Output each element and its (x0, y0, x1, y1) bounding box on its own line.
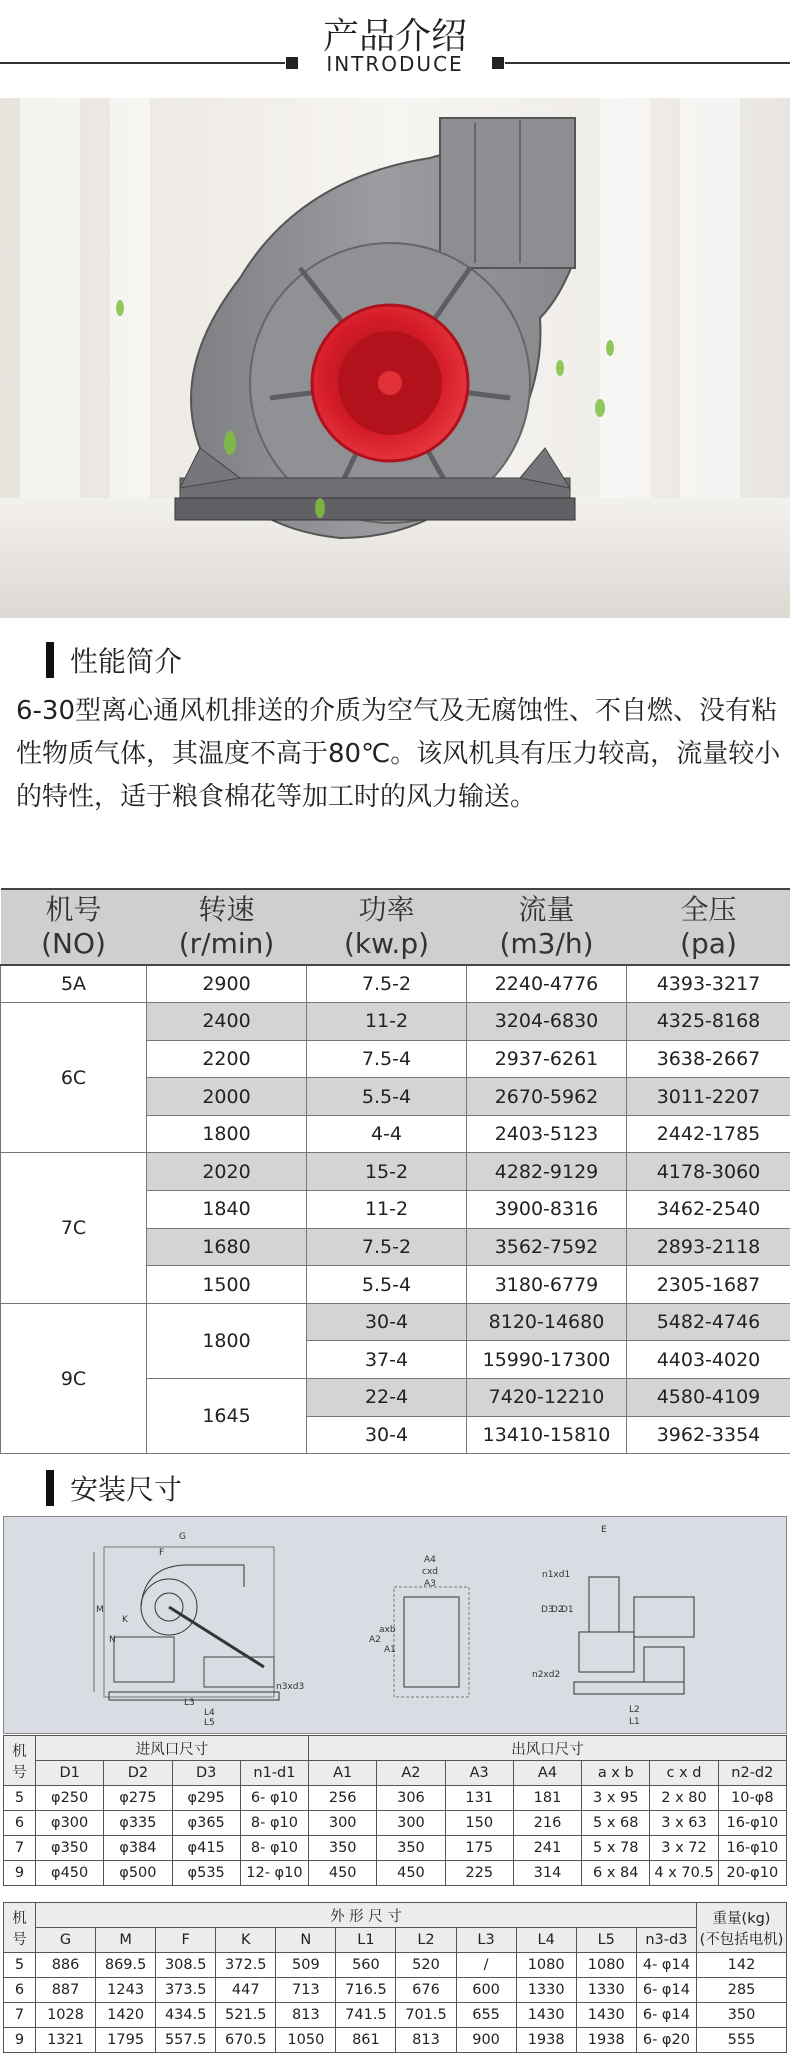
dim2-cell: 1795 (96, 2028, 156, 2053)
perf-cell-model: 7C (1, 1153, 147, 1303)
dim2-header-cell: L2 (396, 1928, 456, 1953)
dim-cell: 3 x 95 (582, 1786, 650, 1811)
dim-cell: 2 x 80 (650, 1786, 718, 1811)
dim-label-a1: A1 (384, 1645, 396, 1655)
dim2-cell: 4- φ14 (636, 1953, 696, 1978)
dim-cell: 450 (377, 1861, 445, 1886)
perf-cell-pressure: 4325-8168 (627, 1003, 790, 1041)
dim-label-a4: A4 (424, 1555, 436, 1565)
dimensions-table-outline (3, 1902, 787, 2053)
dim2-row (4, 1953, 787, 1978)
perf-cell-speed: 1800 (147, 1303, 307, 1378)
page-title: 产品介绍 (322, 16, 467, 57)
dim-row (4, 1861, 787, 1886)
dimensions-table-ports (3, 1735, 787, 1886)
dim2-cell: 869.5 (96, 1953, 156, 1978)
dim2-cell: 6- φ20 (636, 2028, 696, 2053)
dim-header-cell: A2 (377, 1761, 445, 1786)
dim-cell: 6 (4, 1811, 36, 1836)
dim-label-l1: L1 (629, 1717, 640, 1727)
dim-cell: φ295 (172, 1786, 240, 1811)
dim-cell: 225 (445, 1861, 513, 1886)
dim2-cell: 1938 (516, 2028, 576, 2053)
dim-label-l2: L2 (629, 1705, 640, 1715)
dim-cell: φ335 (104, 1811, 172, 1836)
dim2-cell: 520 (396, 1953, 456, 1978)
perf-row (1, 1153, 790, 1191)
dim-row (4, 1786, 787, 1811)
dim-cell: φ384 (104, 1836, 172, 1861)
dim-cell: φ275 (104, 1786, 172, 1811)
dim-cell: 9 (4, 1861, 36, 1886)
dim2-cell: 813 (276, 2003, 336, 2028)
dim2-outline-group: 外 形 尺 寸 (36, 1903, 697, 1928)
perf-cell-pressure: 4178-3060 (627, 1153, 790, 1191)
dim-cell: 20-φ10 (718, 1861, 786, 1886)
dim2-cell: 372.5 (216, 1953, 276, 1978)
dim-no-header: 机 号 (4, 1736, 36, 1786)
dim2-cell: 555 (697, 2028, 787, 2053)
dim2-cell: 5 (4, 1953, 36, 1978)
dim-cell: 8- φ10 (240, 1836, 308, 1861)
perf-cell-model: 9C (1, 1303, 147, 1453)
perf-cell-flow: 3562-7592 (467, 1228, 627, 1266)
page-header (0, 0, 790, 96)
dim-label-e: E (601, 1525, 607, 1535)
dim-cell: 3 x 72 (650, 1836, 718, 1861)
dim-header-cell: D1 (36, 1761, 104, 1786)
dim2-cell: 6- φ14 (636, 2003, 696, 2028)
dim2-header-cell: L5 (576, 1928, 636, 1953)
dim2-header-cell: K (216, 1928, 276, 1953)
dim-cell: 5 x 78 (582, 1836, 650, 1861)
dim-cell: 6 x 84 (582, 1861, 650, 1886)
perf-cell-speed: 2200 (147, 1040, 307, 1078)
dim-header-cell: D3 (172, 1761, 240, 1786)
dim2-header-cell: G (36, 1928, 96, 1953)
perf-header-cell: 功率 (kw.p) (307, 889, 467, 965)
dim-cell: 3 x 63 (650, 1811, 718, 1836)
perf-cell-pressure: 3638-2667 (627, 1040, 790, 1078)
dim-cell: 5 (4, 1786, 36, 1811)
perf-cell-flow: 8120-14680 (467, 1303, 627, 1341)
dim-cell: 306 (377, 1786, 445, 1811)
dim-cell: 175 (445, 1836, 513, 1861)
dim-label-f: F (159, 1548, 165, 1558)
dim-label-n1xd1: n1xd1 (542, 1570, 571, 1580)
dim-header-cell: A4 (513, 1761, 581, 1786)
perf-cell-pressure: 4393-3217 (627, 965, 790, 1003)
dim-cell: 10-φ8 (718, 1786, 786, 1811)
perf-cell-pressure: 4403-4020 (627, 1341, 790, 1379)
perf-cell-pressure: 2893-2118 (627, 1228, 790, 1266)
dim2-cell: 373.5 (156, 1978, 216, 2003)
dim2-cell: 1243 (96, 1978, 156, 2003)
perf-cell-pressure: 2305-1687 (627, 1266, 790, 1304)
dim-label-n2xd2: n2xd2 (532, 1670, 561, 1680)
perf-cell-speed: 1500 (147, 1266, 307, 1304)
perf-cell-flow: 3900-8316 (467, 1191, 627, 1229)
perf-cell-power: 11-2 (307, 1003, 467, 1041)
dim-cell: 300 (377, 1811, 445, 1836)
dim-cell: 4 x 70.5 (650, 1861, 718, 1886)
perf-cell-speed: 2900 (147, 965, 307, 1003)
dim-cell: 6- φ10 (240, 1786, 308, 1811)
dim2-row (4, 1978, 787, 2003)
dim2-cell: 6- φ14 (636, 1978, 696, 2003)
perf-header-cell: 流量 (m3/h) (467, 889, 627, 965)
dim2-cell: 741.5 (336, 2003, 396, 2028)
dim-cell: 216 (513, 1811, 581, 1836)
dim2-header-cell: n3-d3 (636, 1928, 696, 1953)
section-heading-performance: 性能简介 (46, 640, 182, 680)
dim2-cell: 560 (336, 1953, 396, 1978)
dim2-cell: 1430 (576, 2003, 636, 2028)
perf-cell-speed: 2020 (147, 1153, 307, 1191)
perf-row (1, 1003, 790, 1041)
dim-cell: φ415 (172, 1836, 240, 1861)
perf-cell-speed: 2400 (147, 1003, 307, 1041)
dim2-cell: 557.5 (156, 2028, 216, 2053)
perf-cell-power: 5.5-4 (307, 1266, 467, 1304)
perf-cell-pressure: 3011-2207 (627, 1078, 790, 1116)
perf-cell-flow: 4282-9129 (467, 1153, 627, 1191)
dim-cell: 450 (309, 1861, 377, 1886)
dim-cell: 350 (309, 1836, 377, 1861)
perf-row (1, 1303, 790, 1341)
perf-cell-speed: 1840 (147, 1191, 307, 1229)
perf-cell-speed: 2000 (147, 1078, 307, 1116)
perf-cell-pressure: 5482-4746 (627, 1303, 790, 1341)
dim2-cell: 350 (697, 2003, 787, 2028)
dim2-cell: 886 (36, 1953, 96, 1978)
dim2-cell: 1050 (276, 2028, 336, 2053)
dim2-cell: 1430 (516, 2003, 576, 2028)
dim2-weight-header: 重量(kg) (不包括电机) (697, 1903, 787, 1953)
page-subtitle: INTRODUCE (326, 52, 464, 76)
performance-description: 6-30型离心通风机排送的介质为空气及无腐蚀性、不自燃、没有粘性物质气体，其温度不高于80℃。该风机具有压力较高，流量较小的特性，适于粮食棉花等加工时的风力输送。 (16, 696, 781, 812)
dim2-cell: 285 (697, 1978, 787, 2003)
perf-cell-pressure: 3962-3354 (627, 1416, 790, 1454)
dim2-cell: 142 (697, 1953, 787, 1978)
dim-cell: φ300 (36, 1811, 104, 1836)
perf-cell-power: 30-4 (307, 1303, 467, 1341)
dim-label-d3: D3 (541, 1605, 554, 1615)
dim-header-cell: c x d (650, 1761, 718, 1786)
dim-label-axb: axb (379, 1625, 396, 1635)
perf-cell-flow: 3204-6830 (467, 1003, 627, 1041)
perf-cell-power: 7.5-2 (307, 965, 467, 1003)
dim2-cell: 521.5 (216, 2003, 276, 2028)
perf-header-cell: 转速 (r/min) (147, 889, 307, 965)
dim-cell: 150 (445, 1811, 513, 1836)
dim-label-n: N (109, 1635, 116, 1645)
dim-label-l3: L3 (184, 1698, 195, 1708)
perf-cell-flow: 2403-5123 (467, 1115, 627, 1153)
dim-cell: 7 (4, 1836, 36, 1861)
dim2-header-cell: M (96, 1928, 156, 1953)
dim2-cell: 6 (4, 1978, 36, 2003)
dim-cell: 8- φ10 (240, 1811, 308, 1836)
dim-label-d1: D1 (561, 1605, 574, 1615)
dim2-header-cell: F (156, 1928, 216, 1953)
perf-cell-power: 4-4 (307, 1115, 467, 1153)
dim-label-m: M (96, 1605, 104, 1615)
dim2-no-header: 机 号 (4, 1903, 36, 1953)
dim2-cell: 1321 (36, 2028, 96, 2053)
dim-cell: 12- φ10 (240, 1861, 308, 1886)
dim-cell: φ350 (36, 1836, 104, 1861)
dim-label-cxd: cxd (422, 1567, 438, 1577)
dim-cell: 300 (309, 1811, 377, 1836)
perf-cell-model: 5A (1, 965, 147, 1003)
dim2-cell: 1330 (516, 1978, 576, 2003)
dim2-cell: 676 (396, 1978, 456, 2003)
dim-row (4, 1836, 787, 1861)
dim2-cell: 701.5 (396, 2003, 456, 2028)
dim-label-g: G (179, 1532, 186, 1542)
dim-cell: φ450 (36, 1861, 104, 1886)
dim2-cell: 861 (336, 2028, 396, 2053)
dim2-cell: 1330 (576, 1978, 636, 2003)
perf-cell-speed: 1645 (147, 1379, 307, 1454)
dim-header-cell: a x b (582, 1761, 650, 1786)
dim-cell: 181 (513, 1786, 581, 1811)
dim2-header-cell: L1 (336, 1928, 396, 1953)
dim-label-n3xd3: n3xd3 (276, 1682, 305, 1692)
dim-cell: 16-φ10 (718, 1836, 786, 1861)
dim2-cell: 655 (456, 2003, 516, 2028)
dim-header-cell: A3 (445, 1761, 513, 1786)
dim-cell: φ365 (172, 1811, 240, 1836)
dim2-cell: / (456, 1953, 516, 1978)
dim-cell: 241 (513, 1836, 581, 1861)
dim-cell: 16-φ10 (718, 1811, 786, 1836)
dim2-cell: 1080 (576, 1953, 636, 1978)
dim-inlet-group: 进风口尺寸 (36, 1736, 309, 1761)
dim2-row (4, 2028, 787, 2053)
perf-cell-flow: 2937-6261 (467, 1040, 627, 1078)
dim2-cell: 1028 (36, 2003, 96, 2028)
perf-cell-speed: 1680 (147, 1228, 307, 1266)
dim2-cell: 1938 (576, 2028, 636, 2053)
dim-header-cell: A1 (309, 1761, 377, 1786)
perf-cell-power: 7.5-4 (307, 1040, 467, 1078)
perf-cell-model: 6C (1, 1003, 147, 1153)
perf-cell-flow: 15990-17300 (467, 1341, 627, 1379)
perf-cell-pressure: 4580-4109 (627, 1379, 790, 1417)
perf-cell-flow: 2240-4776 (467, 965, 627, 1003)
perf-cell-pressure: 3462-2540 (627, 1191, 790, 1229)
section-heading-install: 安装尺寸 (46, 1468, 182, 1508)
dim2-cell: 447 (216, 1978, 276, 2003)
dim-label-a2: A2 (369, 1635, 381, 1645)
dim-cell: 131 (445, 1786, 513, 1811)
perf-row (1, 965, 790, 1003)
perf-cell-speed: 1800 (147, 1115, 307, 1153)
perf-cell-pressure: 2442-1785 (627, 1115, 790, 1153)
dim2-cell: 900 (456, 2028, 516, 2053)
dim-label-a3: A3 (424, 1579, 436, 1589)
perf-cell-flow: 7420-12210 (467, 1379, 627, 1417)
dim-header-cell: D2 (104, 1761, 172, 1786)
dim2-cell: 887 (36, 1978, 96, 2003)
dim2-cell: 308.5 (156, 1953, 216, 1978)
dim-row (4, 1811, 787, 1836)
perf-cell-power: 37-4 (307, 1341, 467, 1379)
dim-cell: φ250 (36, 1786, 104, 1811)
install-drawing (3, 1516, 787, 1734)
perf-cell-power: 30-4 (307, 1416, 467, 1454)
dim2-cell: 1420 (96, 2003, 156, 2028)
dim2-cell: 600 (456, 1978, 516, 2003)
dim-outlet-group: 出风口尺寸 (309, 1736, 787, 1761)
perf-cell-flow: 3180-6779 (467, 1266, 627, 1304)
dim2-header-cell: N (276, 1928, 336, 1953)
dim-cell: 5 x 68 (582, 1811, 650, 1836)
dim-cell: 314 (513, 1861, 581, 1886)
dim-label-l5: L5 (204, 1718, 215, 1728)
dim2-header-cell: L3 (456, 1928, 516, 1953)
dim-header-cell: n2-d2 (718, 1761, 786, 1786)
perf-cell-power: 7.5-2 (307, 1228, 467, 1266)
dim-header-cell: n1-d1 (240, 1761, 308, 1786)
dim-cell: φ535 (172, 1861, 240, 1886)
dim2-cell: 434.5 (156, 2003, 216, 2028)
dim-cell: 256 (309, 1786, 377, 1811)
product-photo (0, 98, 790, 618)
performance-table (0, 888, 790, 1454)
dim2-cell: 670.5 (216, 2028, 276, 2053)
dim2-row (4, 2003, 787, 2028)
perf-cell-flow: 2670-5962 (467, 1078, 627, 1116)
perf-cell-flow: 13410-15810 (467, 1416, 627, 1454)
dim2-cell: 813 (396, 2028, 456, 2053)
dim-label-k: K (122, 1615, 128, 1625)
dim2-cell: 716.5 (336, 1978, 396, 2003)
dim2-cell: 509 (276, 1953, 336, 1978)
dim2-cell: 713 (276, 1978, 336, 2003)
dim2-cell: 9 (4, 2028, 36, 2053)
dim-label-l4: L4 (204, 1708, 215, 1718)
dim-cell: φ500 (104, 1861, 172, 1886)
dim2-header-cell: L4 (516, 1928, 576, 1953)
perf-cell-power: 11-2 (307, 1191, 467, 1229)
dim2-cell: 7 (4, 2003, 36, 2028)
dim2-cell: 1080 (516, 1953, 576, 1978)
dim-cell: 350 (377, 1836, 445, 1861)
perf-header-cell: 机号 (NO) (1, 889, 147, 965)
perf-header-cell: 全压 (pa) (627, 889, 790, 965)
perf-cell-power: 22-4 (307, 1379, 467, 1417)
perf-cell-power: 5.5-4 (307, 1078, 467, 1116)
perf-cell-power: 15-2 (307, 1153, 467, 1191)
dim-label-d2: D2 (551, 1605, 564, 1615)
